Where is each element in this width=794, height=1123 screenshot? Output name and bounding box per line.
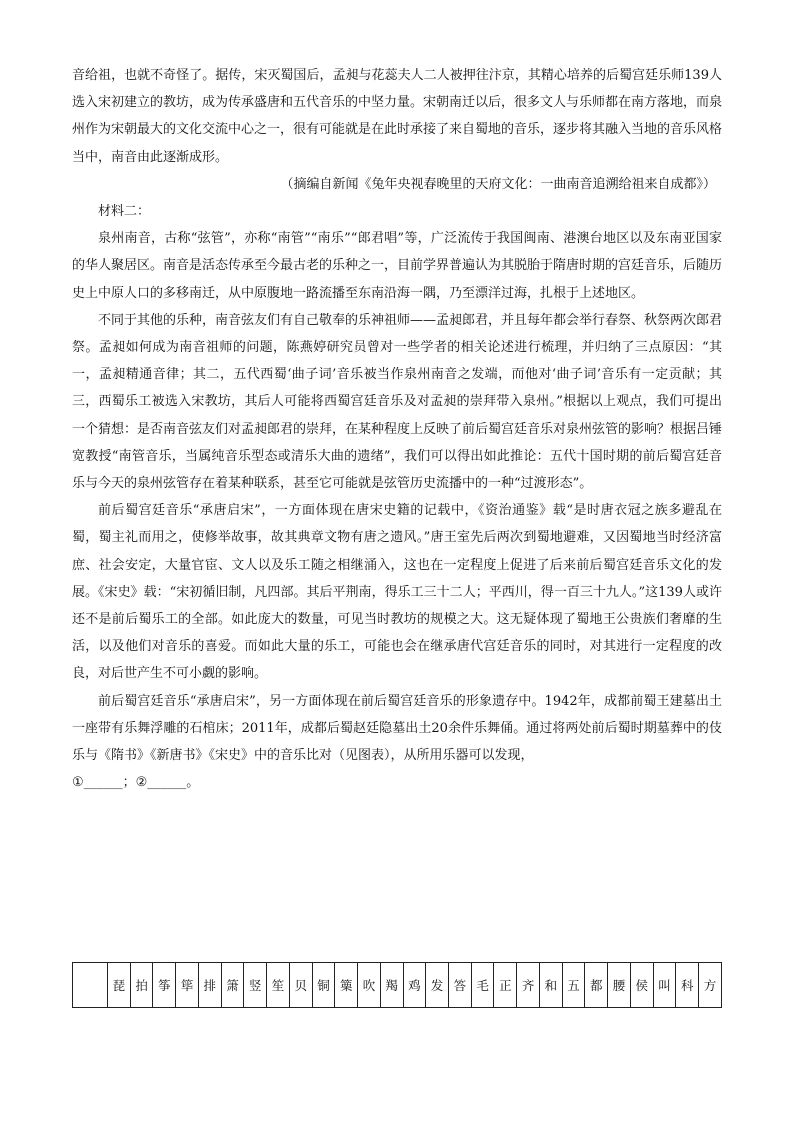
table-cell: 方 bbox=[699, 963, 722, 1008]
table-cell: 和 bbox=[539, 963, 562, 1008]
table-cell: 五 bbox=[562, 963, 585, 1008]
paragraph: 前后蜀宫廷音乐“承唐启宋”，另一方面体现在前后蜀宫廷音乐的形象遗存中。1942年，成都前蜀王建墓出土一座带有乐舞浮雕的石棺床；2011年，成都后蜀赵廷隐墓出土20余件乐舞俑。通过将两处前后蜀时期墓葬中的伎乐与《隋书》《新唐书》《宋史》中的音乐比对（见图表），从所用乐器可以发现， bbox=[72, 693, 722, 764]
table-cell: 侯 bbox=[630, 963, 653, 1008]
table-cell: 笙 bbox=[267, 963, 290, 1008]
table-cell: 筝 bbox=[153, 963, 176, 1008]
source-citation: （摘编自新闻《兔年央视春晚里的天府文化：一曲南音追溯给祖来自成都》） bbox=[280, 176, 716, 192]
table-cell: 鸡 bbox=[403, 963, 426, 1008]
table-cell: 腰 bbox=[608, 963, 631, 1008]
document-body bbox=[72, 62, 722, 796]
paragraph: 不同于其他的乐种，南音弦友们有自己敬奉的乐神祖师——孟昶郎君，并且每年都会举行春祭、秋祭两次郎君祭。孟昶如何成为南音祖师的问题，陈燕婷研究员曾对一些学者的相关论述进行梳理，并归纳了三点原因：“其一，孟昶精通音律；其二，五代西蜀‘曲子词’音乐被当作泉州南音之发端，而他对‘曲子词’音乐有一定贡献；其三，西蜀乐工被选入宋教坊，其后人可能将西蜀宫廷音乐及对孟昶的崇拜带入泉州。”根据以上观点，我们可提出一个猜想：是否南音弦友们对孟昶郎君的崇拜，在某种程度上反映了前后蜀宫廷音乐对泉州弦管的影响？根据吕锤宽教授“南管音乐，当属纯音乐型态或清乐大曲的遗绪”，我们可以得出如此推论：五代十国时期的前后蜀宫廷音乐与今天的泉州弦管存在着某种联系，甚至它可能就是弦管历史流播中的一种“过渡形态”。 bbox=[72, 312, 723, 492]
table-cell: 叫 bbox=[653, 963, 676, 1008]
table-cell: 竖 bbox=[244, 963, 267, 1008]
table-cell: 吹 bbox=[358, 963, 381, 1008]
table-cell: 排 bbox=[198, 963, 221, 1008]
table-cell: 铜 bbox=[312, 963, 335, 1008]
instrument-comparison-table bbox=[72, 962, 722, 1008]
table-cell: 齐 bbox=[517, 963, 540, 1008]
table-cell: 贝 bbox=[289, 963, 312, 1008]
paragraph: 泉州南音，古称“弦管”，亦称“南管”“南乐”“郎君唱”等，广泛流传于我国闽南、港澳台地区以及东南亚国家的华人聚居区。南音是活态传承至今最古老的乐种之一，目前学界普遍认为其脱胎于隋唐时期的宫廷音乐，后随历史上中原人口的多移南迁，从中原腹地一路流播至东南沿海一隅，乃至漂洋过海，扎根于上述地区。 bbox=[72, 231, 723, 301]
fill-in-blanks: ①______；②______。 bbox=[72, 775, 200, 791]
table-cell: 都 bbox=[585, 963, 608, 1008]
table-cell: 科 bbox=[676, 963, 699, 1008]
table-cell: 箫 bbox=[221, 963, 244, 1008]
table-cell: 毛 bbox=[471, 963, 494, 1008]
paragraph: 前后蜀宫廷音乐“承唐启宋”，一方面体现在唐宋史籍的记载中，《资治通鉴》载“是时唐衣冠之族多避乱在蜀，蜀主礼而用之，使修举故事，故其典章文物有唐之遗风。”唐王室先后两次到蜀地避难，又因蜀地当时经济富庶、社会安定，大量官宦、文人以及乐工随之相继涌入，这也在一定程度上促进了后来前后蜀宫廷音乐文化的发展。《宋史》载：“宋初循旧制，凡四部。其后平荆南，得乐工三十二人；平西川，得一百三十九人。”这139人或许还不是前后蜀乐工的全部。如此庞大的数量，可见当时教坊的规模之大。这无疑体现了蜀地王公贵族们奢靡的生活，以及他们对音乐的喜爱。而如此大量的乐工，可能也会在继承唐代宫廷音乐的同时，对其进行一定程度的改良，对后世产生不可小觑的影响。 bbox=[72, 503, 722, 682]
table-header-row bbox=[73, 963, 722, 1008]
table-cell: 琵 bbox=[108, 963, 131, 1008]
table-cell: 答 bbox=[449, 963, 472, 1008]
table-cell: 筚 bbox=[176, 963, 199, 1008]
table-cell: 篥 bbox=[335, 963, 358, 1008]
table-cell: 羯 bbox=[380, 963, 403, 1008]
table-cell: 正 bbox=[494, 963, 517, 1008]
paragraph-continued: 音给祖，也就不奇怪了。据传，宋灭蜀国后，孟昶与花蕊夫人二人被押往汴京，其精心培养的后蜀宫廷乐师139人选入宋初建立的教坊，成为传承盛唐和五代音乐的中坚力量。宋朝南迁以后，很多文人与乐师都在南方落地，而泉州作为宋朝最大的文化交流中心之一，很有可能就是在此时承接了来自蜀地的音乐，逐步将其融入当地的音乐风格当中，南音由此逐渐成形。 bbox=[72, 68, 723, 165]
material-heading: 材料二： bbox=[98, 204, 151, 220]
table-cell bbox=[73, 963, 108, 1008]
table-cell: 拍 bbox=[130, 963, 153, 1008]
table-cell: 发 bbox=[426, 963, 449, 1008]
